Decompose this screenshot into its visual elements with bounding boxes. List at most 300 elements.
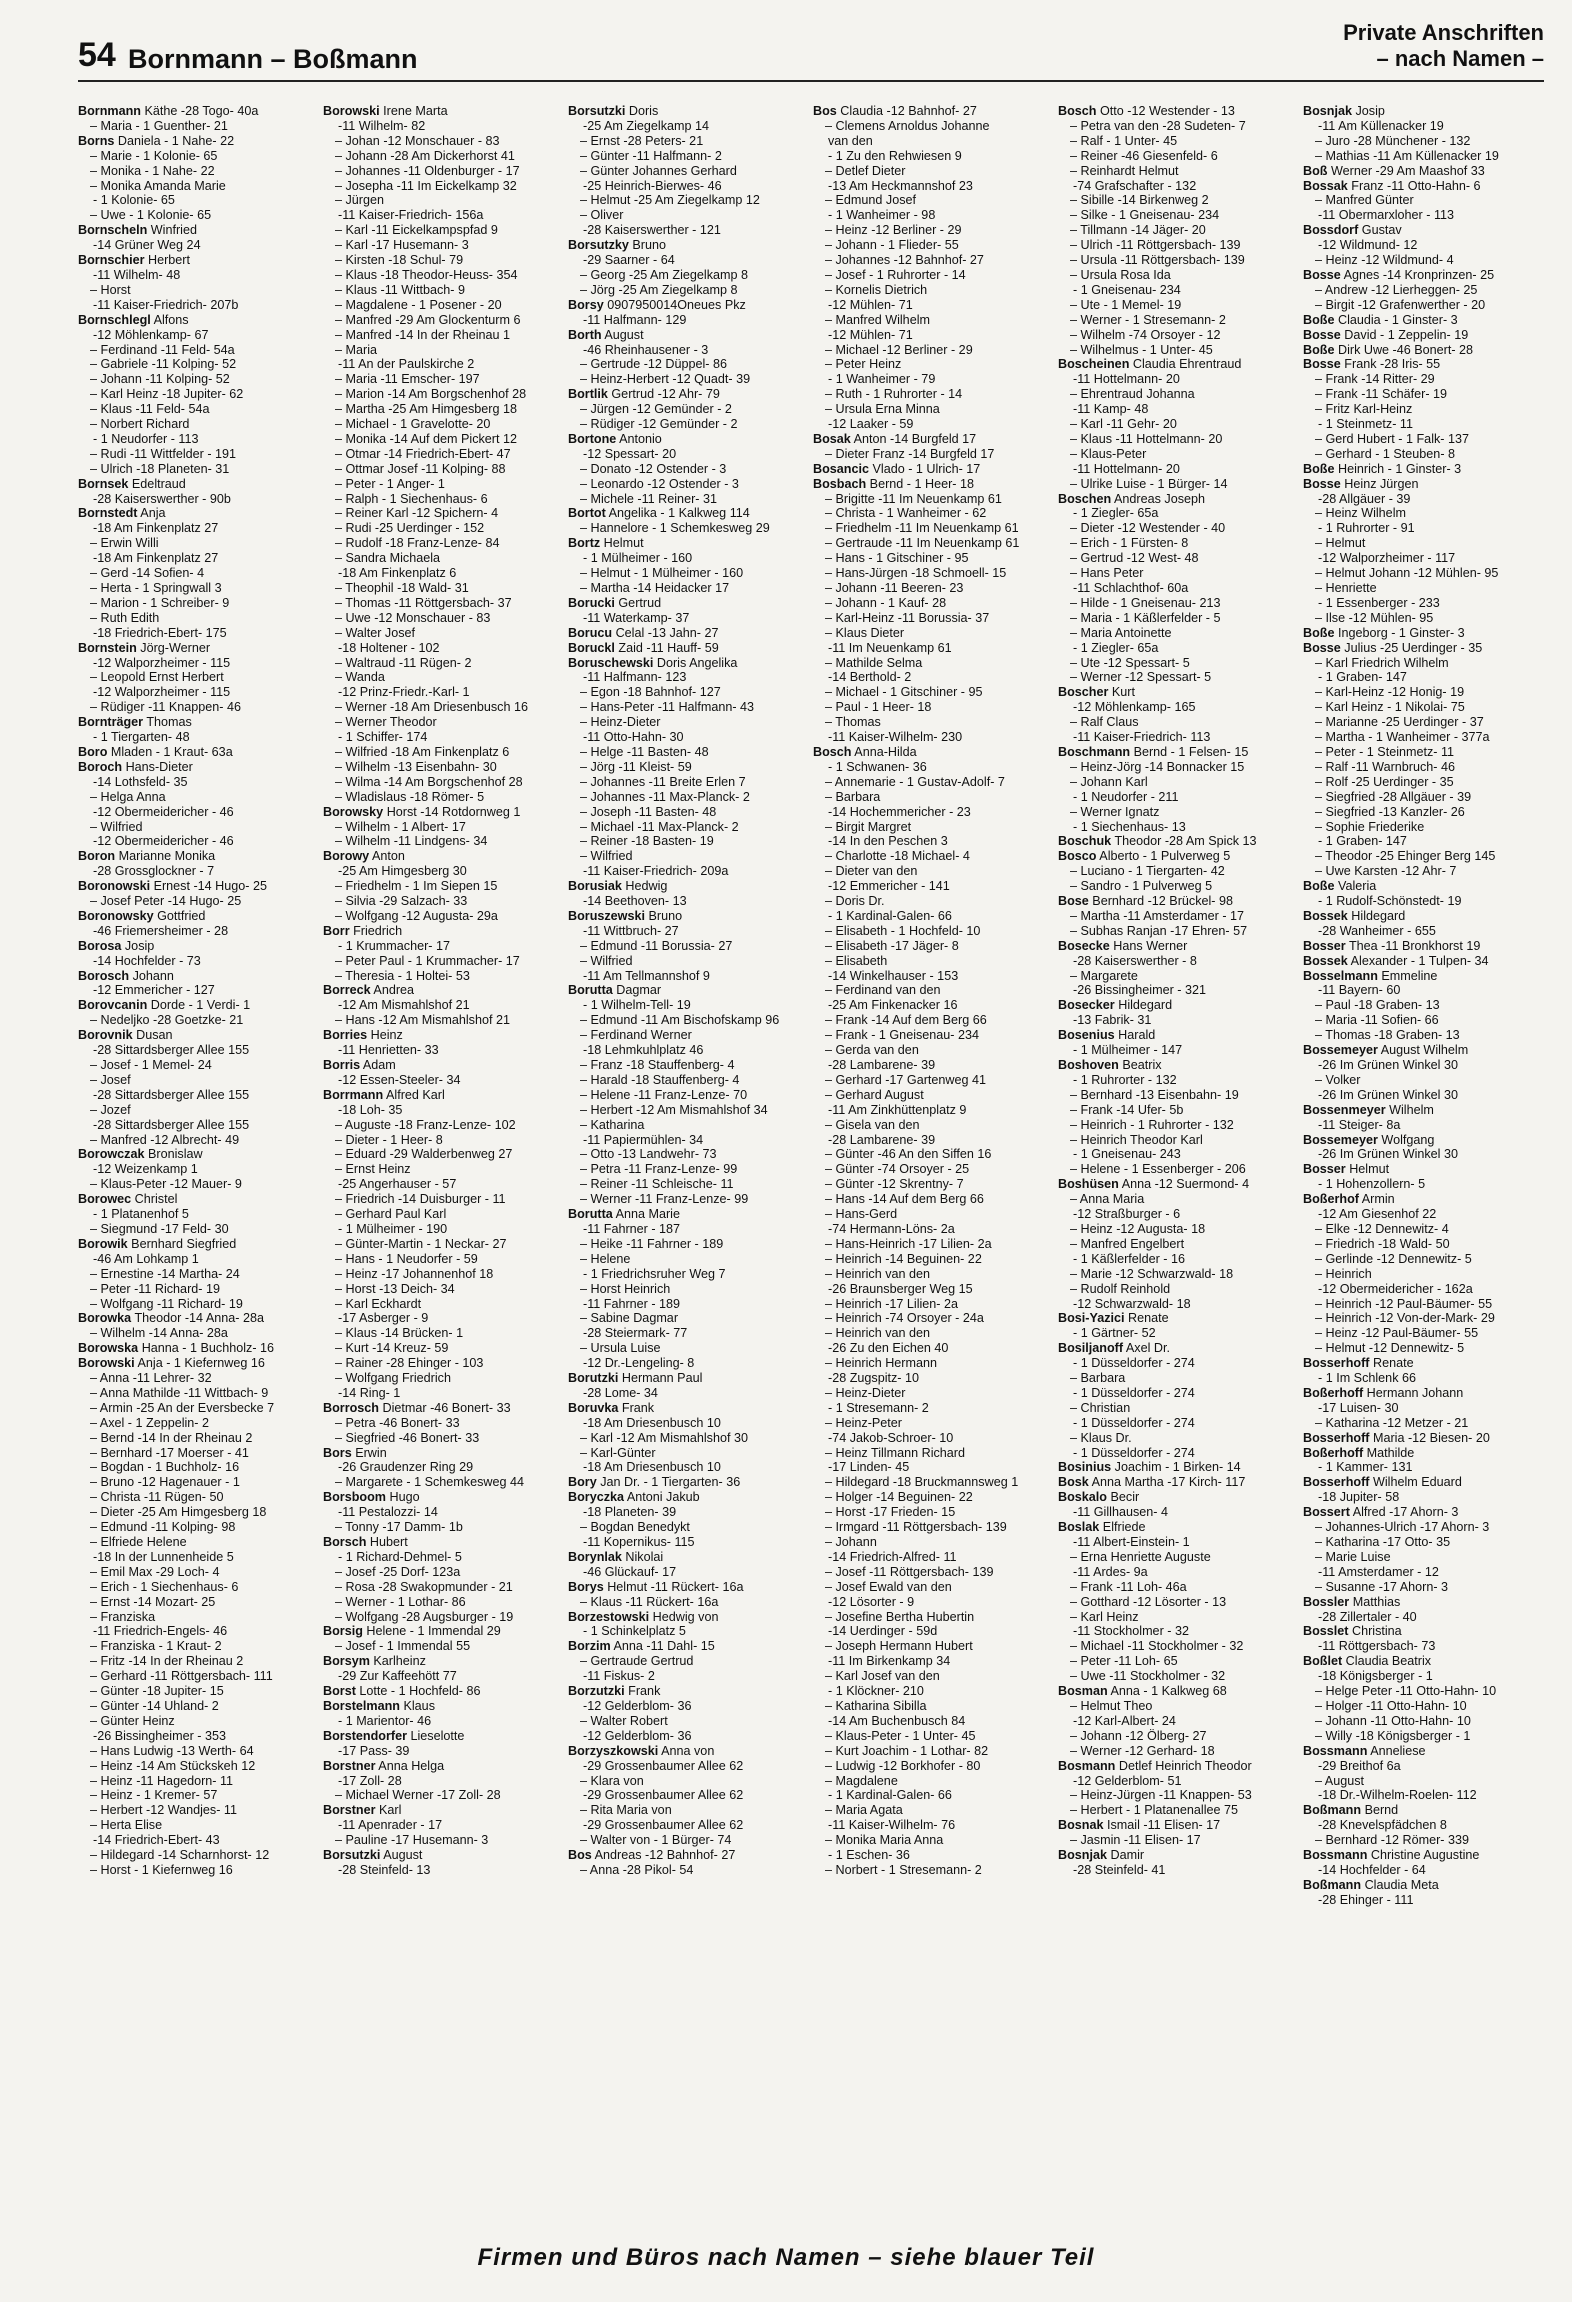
listing-line: – Michael Werner -17 Zoll- 28 [335,1788,501,1803]
listing-line: – Marianne -25 Uerdinger - 37 [1315,715,1484,730]
listing-line: – Martha -25 Am Himgesberg 18 [335,402,517,417]
surname-entry [568,909,807,924]
entry-details: Anna - 1 Kalkweg 68 [1107,1684,1227,1699]
address-line: -12 Obermeidericher - 46 [93,804,234,819]
listing-line: – Heinz -11 Hagedorn- 11 [90,1773,234,1788]
entry-details: Claudia Beatrix [1342,1654,1432,1669]
listing-line: – Heinz-Dieter [580,715,661,730]
surname-entry [1058,1684,1297,1699]
surname: Borns [78,133,115,148]
listing-line: – Heinz Wilhelm [1315,506,1406,521]
surname-entry [1058,1028,1297,1043]
surname: Bossenmeyer [1303,1102,1386,1117]
surname-entry [1303,1446,1542,1461]
listing-line: – Elisabeth [825,953,888,968]
surname: Bosnak [1058,1818,1104,1833]
address-line: - 1 Neudorfer - 113 [93,431,199,446]
surname-entry [568,1744,807,1759]
surname: Bossert [1303,1505,1350,1520]
address-line: -74 Jakob-Schroer- 10 [828,1430,954,1445]
listing-line: – Heinz-Jürgen -11 Knappen- 53 [1070,1788,1252,1803]
surname-entry [1058,1759,1297,1774]
listing-line: – Frank -14 Ritter- 29 [1315,372,1435,387]
address-line: - 1 Schinkelplatz 5 [583,1624,686,1639]
entry-details: Claudia -12 Bahnhof- 27 [836,104,977,118]
surname: Bose [1058,894,1089,909]
listing-line: – Gerhard -11 Röttgersbach- 111 [90,1669,273,1684]
surname-entry [78,223,317,238]
surname-entry [1058,1490,1297,1505]
surname: Borst [323,1684,356,1699]
listing-line: – Johann -11 Otto-Hahn- 10 [1315,1713,1471,1728]
address-line: -12 Wildmund- 12 [1318,238,1418,253]
entry-details: Christine Augustine [1367,1848,1480,1863]
surname: Boskalo [1058,1490,1107,1505]
address-line: -12 Am Mismahlshof 21 [338,998,470,1013]
listing-line: – Mathilde Selma [825,655,923,670]
listing-line: – Heinrich [1315,1266,1372,1281]
surname-entry [568,298,807,313]
listing-line: – Walter Josef [335,625,416,640]
entry-details: Anna-Hilda [851,744,917,759]
listing-line: – Uwe - 1 Kolonie- 65 [90,208,212,223]
listing-line: – Willy -18 Königsberger - 1 [1315,1728,1471,1743]
listing-line: – Johann Karl [1070,774,1148,789]
listing-line: – Uwe -12 Monschauer - 83 [335,610,491,625]
listing-line: – Irmgard -11 Röttgersbach- 139 [825,1520,1007,1535]
listing-line: – Dieter Franz -14 Burgfeld 17 [825,446,995,461]
listing-line: – Elke -12 Dennewitz- 4 [1315,1221,1449,1236]
address-line: -12 Prinz-Friedr.-Karl- 1 [338,685,470,700]
surname-entry [1303,969,1542,984]
surname: Bosnjak [1303,104,1352,118]
surname-entry [568,1580,807,1595]
listing-line: – Heinrich -14 Beguinen- 22 [825,1251,982,1266]
entry-details: Wilhelm [1385,1102,1434,1117]
listing-line: – Annemarie - 1 Gustav-Adolf- 7 [825,774,1005,789]
listing-line: – Subhas Ranjan -17 Ehren- 57 [1070,923,1248,938]
address-line: -17 Pass- 39 [338,1743,410,1758]
entry-details: Andreas -12 Bahnhof- 27 [591,1848,736,1863]
address-line: -12 Mühlen- 71 [828,327,913,342]
entry-details: Claudia Meta [1361,1877,1439,1892]
surname: Bossak [1303,178,1348,193]
surname: Boße [1303,461,1335,476]
listing-line: – Heinz-Dieter [825,1385,906,1400]
entry-details: Alexander - 1 Tulpen- 34 [1347,953,1489,968]
header-rule [78,80,1544,82]
address-line: -18 Planeten- 39 [583,1505,677,1520]
listing-line: – Silke - 1 Gneisenau- 234 [1070,208,1220,223]
listing-line: – Reiner -18 Basten- 19 [580,834,714,849]
entry-details: Karlheinz [369,1654,426,1669]
listing-line: – Helga Anna [90,789,166,804]
address-line: -46 Rheinhausener - 3 [583,342,709,357]
listing-line: – Birgit Margret [825,819,912,834]
entry-details: Axel Dr. [1123,1341,1170,1356]
listing-line: – Karl-Günter [580,1445,656,1460]
surname: Boße [1303,312,1335,327]
listing-line: – Josef - 1 Ruhrorter - 14 [825,267,966,282]
surname: Borutta [568,1207,613,1222]
listing-line: – Wolfgang Friedrich [335,1371,451,1386]
listing-line: – Martha - 1 Wanheimer - 377a [1315,730,1490,745]
address-line: -28 Knevelspfädchen 8 [1318,1818,1447,1833]
listing-line: – Klaus -11 Feld- 54a [90,402,210,417]
surname-entry [78,745,317,760]
address-line: -17 Linden- 45 [828,1460,910,1475]
address-line: - 1 Essenberger - 233 [1318,595,1440,610]
surname: Borowski [323,104,380,118]
entry-details: Helmut -11 Rückert- 16a [603,1579,744,1594]
entry-details: Maria -12 Biesen- 20 [1369,1430,1490,1445]
surname-entry [568,387,807,402]
surname: Bosse [1303,267,1341,282]
listing-line: – Barbara [825,789,881,804]
address-line: -11 Stockholmer - 32 [1073,1624,1189,1639]
address-line: -14 Friedrich-Alfred- 11 [828,1549,957,1564]
listing-line: – Klaus -11 Wittbach- 9 [335,282,465,297]
address-line: - 1 Schwanen- 36 [828,759,927,774]
surname: Borzestowski [568,1609,650,1624]
entry-details: Heinrich - 1 Ginster- 3 [1334,461,1462,476]
listing-line: – Waltraud -11 Rügen- 2 [335,655,472,670]
surname-entry [813,477,1052,492]
listing-line: – Rüdiger -11 Knappen- 46 [90,700,241,715]
listing-line: – Heinz Tillmann Richard [825,1445,965,1460]
surname-entry [78,641,317,656]
address-line: -12 Mühlen- 71 [828,297,913,312]
listing-line: – Katharina -12 Metzer - 21 [1315,1415,1469,1430]
address-line: -26 Bissingheimer - 321 [1073,983,1206,998]
entry-details: Dusan [132,1028,173,1043]
address-line: -11 Waterkamp- 37 [583,610,690,625]
surname-entry [813,745,1052,760]
listing-line: – Hans Ludwig -13 Werth- 64 [90,1743,254,1758]
address-line: -11 Henrietten- 33 [338,1043,439,1058]
surname: Bornmann [78,104,141,118]
listing-line: – Bernhard -12 Römer- 339 [1315,1833,1470,1848]
listing-line: – Heinz -12 Paul-Bäumer- 55 [1315,1326,1479,1341]
listing-line: – Kirsten -18 Schul- 79 [335,253,464,268]
listing-line: – Silvia -29 Salzach- 33 [335,894,468,909]
surname: Bornstedt [78,506,138,521]
surname: Bossek [1303,908,1348,923]
surname: Borosa [78,938,122,953]
listing-line: – Paul - 1 Heer- 18 [825,700,932,715]
surname: Borowec [78,1192,132,1207]
surname-entry [1303,313,1542,328]
listing-line: – Anna Maria [1070,1192,1145,1207]
listing-line: – Günter -18 Jupiter- 15 [90,1684,224,1699]
listing-line: – Maria - 1 Guenther- 21 [90,118,228,133]
address-line: -11 Albert-Einstein- 1 [1073,1535,1190,1549]
address-line: -18 Jupiter- 58 [1318,1490,1400,1505]
listing-line: – Josef -25 Dorf- 123a [335,1564,461,1579]
listing-line: – Henriette [1315,581,1377,595]
listing-line: – Ilse -12 Mühlen- 95 [1315,610,1434,625]
entry-details: Antoni Jakub [624,1490,700,1505]
listing-line: – Marion -14 Am Borgschenhof 28 [335,387,527,402]
surname: Bossemeyer [1303,1132,1378,1147]
surname-entry [1058,745,1297,760]
listing-line: – Uwe Karsten -12 Ahr- 7 [1315,864,1457,879]
surname-entry [323,1490,562,1505]
listing-line: – Helmut - 1 Mülheimer - 160 [580,566,744,581]
listing-line: – Karl -12 Am Mismahlshof 30 [580,1430,748,1445]
listing-line: – Rosa -28 Swakopmunder - 21 [335,1579,513,1594]
listing-line: – Karl Eckhardt [335,1296,422,1311]
address-line: - 1 Düsseldorfer - 274 [1073,1445,1195,1460]
surname: Boßerhoff [1303,1385,1364,1400]
entry-details: Detlef Heinrich Theodor [1115,1758,1252,1773]
listing-line: – Erna Henriette Auguste [1070,1549,1211,1564]
surname-entry [1303,462,1542,477]
surname-entry [1303,1043,1542,1058]
listing-line: – Leopold Ernst Herbert [90,670,224,685]
listing-line: – Ursula -11 Röttgersbach- 139 [1070,253,1245,268]
surname-entry [323,1848,562,1863]
listing-line: – Fritz Karl-Heinz [1315,402,1413,417]
listing-line: – Norbert - 1 Stresemann- 2 [825,1862,982,1877]
address-line: - 1 Rudolf-Schönstedt- 19 [1318,894,1462,909]
surname: Boruszewski [568,908,645,923]
listing-line: – Marie -12 Schwarzwald- 18 [1070,1266,1234,1281]
listing-line: – Monika -14 Auf dem Pickert 12 [335,431,518,446]
listing-line: – Uwe -11 Stockholmer - 32 [1070,1669,1226,1684]
address-line: -18 Am Finkenplatz 27 [93,551,219,566]
listing-line: – Helene -11 Franz-Lenze- 70 [580,1087,748,1102]
listing-line: – Hans-Gerd [825,1207,898,1222]
listing-line: – Jasmin -11 Elisen- 17 [1070,1833,1201,1848]
listing-line: – Elfriede Helene [90,1535,187,1549]
address-line: -17 Luisen- 30 [1318,1400,1399,1415]
entry-details: Daniela - 1 Nahe- 22 [114,133,235,148]
entry-details: Winfried [147,223,197,238]
surname: Bossdorf [1303,223,1359,238]
listing-line: – Rudolf Reinhold [1070,1281,1171,1296]
listing-line: – Karl Heinz - 1 Nikolai- 75 [1315,700,1465,715]
address-line: -12 Gelderblom- 36 [583,1728,692,1743]
surname-entry [1303,1475,1542,1490]
entry-details: Emmeline [1377,968,1438,983]
address-line: -28 Sittardsberger Allee 155 [93,1117,250,1132]
listing-line: – Friedrich -18 Wald- 50 [1315,1236,1450,1251]
listing-line: – Dieter - 1 Heer- 8 [335,1132,443,1147]
entry-details: Hedwig [621,879,668,894]
entry-details: Horst -14 Rotdornweg 1 [383,804,521,819]
entry-details: Thomas [143,715,192,730]
address-line: -26 Im Grünen Winkel 30 [1318,1087,1458,1102]
address-line: -12 Obermeidericher - 46 [93,834,234,849]
listing-line: – Helmut -25 Am Ziegelkamp 12 [580,193,760,208]
listing-line: – Sandra Michaela [335,551,441,566]
listing-line: – Reiner Karl -12 Spichern- 4 [335,506,499,521]
listing-line: – Wladislaus -18 Römer- 5 [335,789,485,804]
listing-line: – Johann -11 Beeren- 23 [825,581,964,595]
surname: Borries [323,1028,368,1043]
surname: Boscher [1058,685,1109,700]
directory-column-4 [813,104,1058,2222]
listing-line: – Hildegard -18 Bruckmannsweg 1 [825,1475,1019,1490]
section-title-line1: Private Anschriften [1343,20,1544,45]
surname: Boschen [1058,491,1112,506]
entry-details: Anton -14 Burgfeld 17 [850,431,977,446]
address-line: - 1 Stresemann- 2 [828,1400,929,1415]
directory-column-3 [568,104,813,2222]
listing-line: – Hans-Peter -11 Halfmann- 43 [580,700,755,715]
listing-line: – Jürgen -12 Gemünder - 2 [580,402,732,417]
surname: Borsutzki [323,1848,381,1863]
address-line: -29 Saarner - 64 [583,253,675,268]
surname-entry [323,1699,562,1714]
entry-details: Christina [1348,1624,1402,1639]
listing-line: – Gerhard August [825,1087,924,1102]
surname-entry [1058,1818,1297,1833]
surname-entry [568,656,807,671]
listing-line: – Ralf -11 Warnbruch- 46 [1315,759,1455,774]
directory-column-5 [1058,104,1303,2222]
listing-line: – Frank -11 Loh- 46a [1070,1579,1187,1594]
address-line: -11 Apenrader - 17 [338,1818,443,1833]
listing-line: – Heike -11 Fahrner - 189 [580,1236,724,1251]
address-line: - 1 Marientor- 46 [338,1713,432,1728]
address-line: -11 Im Birkenkamp 34 [828,1654,951,1669]
listing-line: – Michele -11 Reiner- 31 [580,491,717,506]
listing-line: – Jörg -11 Kleist- 59 [580,759,692,774]
listing-line: – Günter -46 An den Siffen 16 [825,1147,992,1162]
listing-line: – Ernst -14 Mozart- 25 [90,1594,216,1609]
address-line: -11 An der Paulskirche 2 [338,357,475,372]
address-line: - 1 Schiffer- 174 [338,730,428,745]
surname: Borsig [323,1624,363,1639]
listing-line: – Heinz -14 Am Stückskeh 12 [90,1758,256,1773]
address-line: - 1 Friedrichsruher Weg 7 [583,1266,726,1281]
listing-line: – Wilfried -18 Am Finkenplatz 6 [335,744,510,759]
entry-details: Erwin [351,1445,387,1460]
surname: Borrmann [323,1087,384,1102]
listing-line: – Klaus -14 Brücken- 1 [335,1326,464,1341]
listing-line: – Helge -11 Basten- 48 [580,744,709,759]
surname: Borusiak [568,879,622,894]
entry-details: Hildegard [1114,998,1173,1013]
listing-line: – Ferdinand -11 Feld- 54a [90,342,235,357]
listing-line: – Ferdinand van den [825,983,941,998]
listing-line: – Edmund -11 Am Bischofskamp 96 [580,1013,780,1028]
entry-details: Andrea [370,983,415,998]
listing-line: – Christian [1070,1400,1131,1415]
surname-entry [78,1147,317,1162]
address-line: -18 Friedrich-Ebert- 175 [93,625,227,640]
address-line: -14 Am Buchenbusch 84 [828,1713,966,1728]
entry-details: Hermann Paul [618,1371,703,1386]
surname-entry [323,104,562,119]
surname: Boßerhoff [1303,1445,1364,1460]
listing-line: – Edmund Josef [825,193,917,208]
listing-line: – Frank -11 Schäfer- 19 [1315,387,1448,402]
listing-line: – Günter -14 Uhland- 2 [90,1698,219,1713]
listing-line: – Manfred Günter [1315,193,1414,208]
surname: Borzyszkowski [568,1743,659,1758]
entry-details: Jan Dr. - 1 Tiergarten- 36 [596,1475,741,1490]
address-line: -11 Papiermühlen- 34 [583,1132,704,1147]
listing-line: – Eduard -29 Walderbenweg 27 [335,1147,513,1162]
entry-details: Alfred Karl [383,1087,445,1102]
surname-entry [323,924,562,939]
listing-line: – Oliver [580,208,624,223]
listing-line: – Siegmund -17 Feld- 30 [90,1221,229,1236]
listing-line: – Ludwig -12 Borkhofer - 80 [825,1758,981,1773]
entry-details: Anna Martha -17 Kirch- 117 [1088,1475,1246,1490]
address-line: -12 Gelderblom- 36 [583,1698,692,1713]
address-line: - 1 Klöckner- 210 [828,1684,924,1699]
address-line: -29 Grossenbaumer Allee 62 [583,1758,744,1773]
listing-line: – Werner -12 Gerhard- 18 [1070,1743,1215,1758]
address-line: - 1 Eschen- 36 [828,1848,910,1863]
listing-line: – Maria Antoinette [1070,625,1172,640]
address-line: -18 Am Driesenbusch 10 [583,1415,721,1430]
entry-details: Klaus [399,1698,435,1713]
surname-entry [1303,477,1542,492]
listing-line: – Karl Josef van den [825,1669,940,1684]
surname-entry [1058,1460,1297,1475]
listing-line: – Kurt -14 Kreuz- 59 [335,1341,449,1356]
address-line: -12 Walporzheimer - 117 [1318,551,1456,566]
surname: Bornscheln [78,223,148,238]
address-line: -28 Zillertaler - 40 [1318,1609,1417,1624]
entry-details: August Wilhelm [1377,1043,1469,1058]
listing-line: – Karl-Heinz -12 Honig- 19 [1315,685,1465,700]
surname: Bosse [1303,327,1341,342]
surname: Boruschewski [568,655,654,670]
surname: Borovnik [78,1028,133,1043]
entry-details: Kurt [1108,685,1136,700]
address-line: -28 Kaiserswerther - 90b [93,491,231,506]
listing-line: – Doris Dr. [825,894,885,909]
address-line: - 1 Mülheimer - 160 [583,551,693,566]
surname: Bosancic [813,461,869,476]
listing-line: – Wilma -14 Am Borgschenhof 28 [335,774,523,789]
address-line: -12 Dr.-Lengeling- 8 [583,1356,695,1371]
listing-line: – Josepha -11 Im Eickelkamp 32 [335,178,517,193]
surname: Boßerhof [1303,1192,1359,1207]
entry-details: Hans Werner [1109,938,1188,953]
listing-line: – Tonny -17 Damm- 1b [335,1520,463,1535]
surname-entry [1303,641,1542,656]
surname-entry [323,1058,562,1073]
address-line: -28 Lome- 34 [583,1385,658,1400]
listing-line: – Rita Maria von [580,1803,672,1818]
entry-details: Otto -12 Westender - 13 [1096,104,1235,118]
listing-line: – Magdalene - 1 Posener - 20 [335,297,502,312]
address-line: -18 Holtener - 102 [338,640,440,655]
address-line: -18 Loh- 35 [338,1102,403,1117]
address-line: -11 Wilhelm- 48 [93,267,181,282]
listing-line: – Werner Theodor [335,715,437,730]
address-line: -11 Halfmann- 123 [583,670,687,685]
address-line: -11 Wittbruch- 27 [583,923,679,938]
surname: Borreck [323,983,371,998]
surname: Boslak [1058,1520,1100,1535]
listing-line: – Ernestine -14 Martha- 24 [90,1266,240,1281]
address-line: - 1 Wanheimer - 98 [828,208,936,223]
listing-line: – Klaus-Peter - 1 Unter- 45 [825,1728,976,1743]
listing-line: – Joseph Hermann Hubert [825,1639,973,1654]
listing-line: – Martha -14 Heidacker 17 [580,581,730,595]
surname-entry [1303,1505,1542,1520]
listing-line: – Marie Luise [1315,1549,1391,1564]
address-line: -11 Kopernikus- 115 [583,1535,695,1549]
